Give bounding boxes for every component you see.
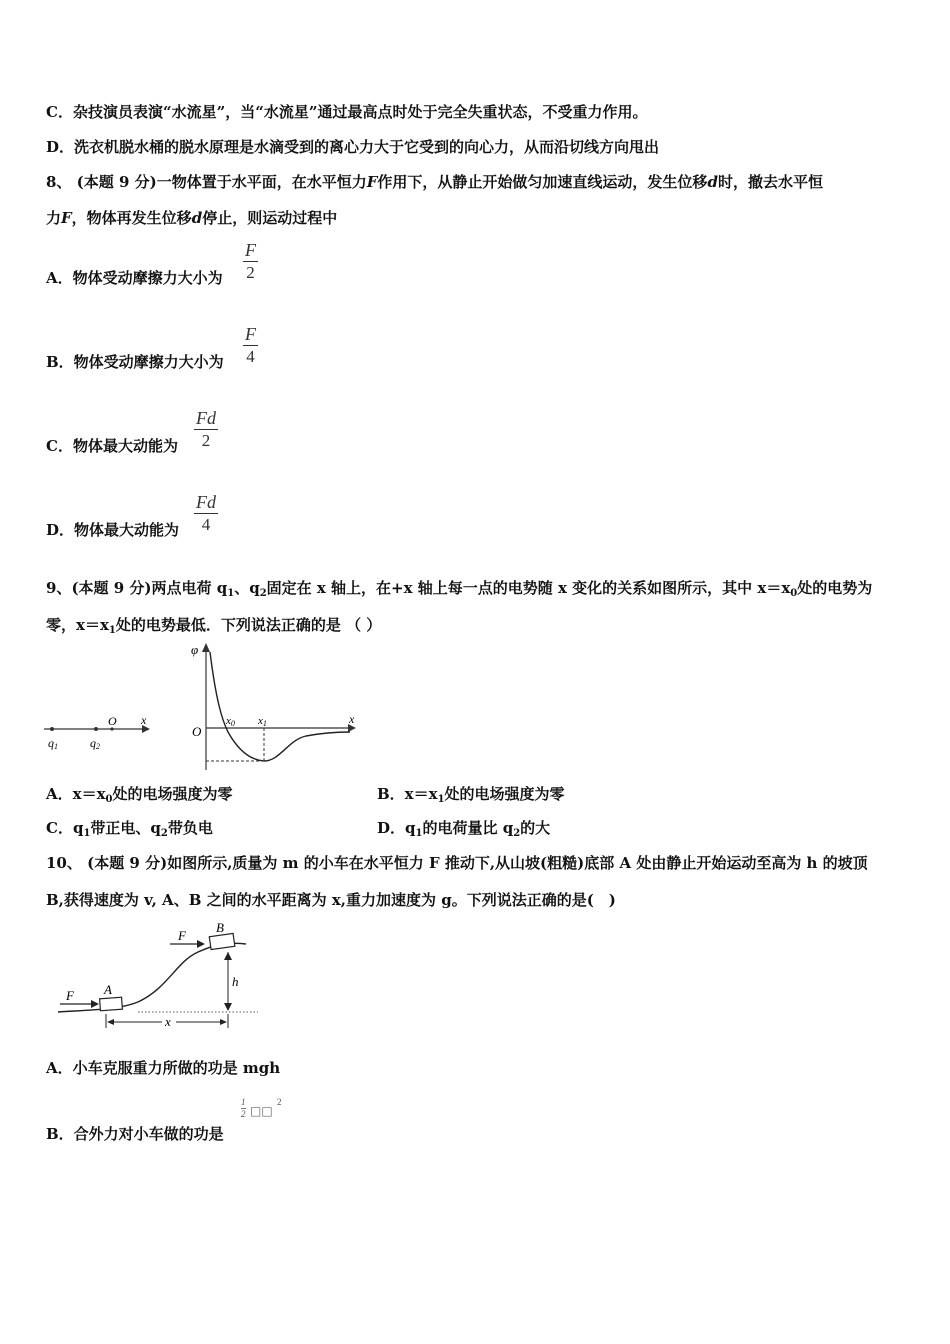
fraction-denominator: 2	[201, 431, 211, 450]
q10-number: 10、	[46, 854, 82, 872]
q8-number: 8、	[46, 173, 72, 191]
q9-option-d-part: 的大	[520, 819, 551, 837]
label-b: B	[216, 922, 224, 935]
q10-stem-line2: B,获得速度为 v, A、B 之间的水平距离为 x,重力加速度为 g。下列说法正确的是( )	[46, 891, 616, 909]
q9-option-a-part: 处的电场强度为零	[112, 785, 233, 803]
label-origin: O	[192, 724, 202, 739]
fraction-numerator: F	[245, 324, 256, 344]
q8-var-f: F	[61, 209, 72, 227]
label-x1: x1	[258, 715, 267, 728]
subscript: 1	[437, 794, 445, 805]
q9-stem-part: 两点电荷 q	[151, 579, 228, 597]
label-x: x	[141, 713, 147, 727]
fraction-denominator: 2	[246, 263, 255, 282]
label-a: A	[104, 982, 112, 997]
q9-option-b	[377, 784, 565, 810]
height-arrow-top-icon	[224, 952, 232, 960]
q9-stem-part: 零，x＝x	[46, 616, 109, 634]
phi-axis-arrow-icon	[202, 643, 210, 652]
q9-stem-line1	[46, 578, 872, 604]
label-x: x	[349, 712, 355, 726]
q10-option-b: B．合外力对小车做的功是	[46, 1125, 224, 1143]
q7-option-d: D．洗衣机脱水桶的脱水原理是水滴受到的离心力大于它受到的向心力，从而沿切线方向甩出	[46, 138, 660, 156]
label-q2: q2	[90, 736, 100, 751]
q8-var-f: F	[366, 173, 378, 191]
subscript: 1	[83, 828, 91, 839]
label-origin: O	[108, 714, 117, 728]
fraction-denominator: 4	[201, 515, 211, 534]
subscript: 0	[105, 794, 113, 805]
q9-charge-axis-figure	[44, 712, 156, 752]
arrow-head-icon	[197, 940, 205, 948]
fraction-denominator: 4	[246, 347, 255, 366]
arrow-head-icon	[91, 1000, 99, 1008]
q10-option-b-exponent: 2	[277, 1097, 282, 1107]
q8-stem-part: 作用下，从静止开始做匀加速直线运动，发生位移	[377, 173, 708, 191]
potential-curve	[210, 652, 350, 761]
q8-var-d: d	[707, 173, 718, 191]
q8-option-b-fraction	[243, 324, 258, 367]
q9-stem-part: 固定在 x 轴上，在+x 轴上每一点的电势随 x 变化的关系如图所示，其中 x＝x	[266, 579, 791, 597]
label-f-bottom: F	[66, 988, 74, 1003]
fraction-bar	[194, 429, 218, 430]
subscript: 1	[415, 828, 423, 839]
charge-q2-dot	[94, 727, 98, 731]
charge-q1-dot	[50, 727, 54, 731]
q8-stem-part: 停止，则运动过程中	[202, 209, 338, 227]
q10-option-a: A．小车克服重力所做的功是 mgh	[46, 1059, 281, 1077]
dim-arrow-right-icon	[220, 1019, 227, 1025]
q8-stem-line1	[46, 172, 823, 192]
q9-option-d-part: D．q	[377, 819, 416, 837]
label-q1: q1	[48, 736, 58, 751]
subscript: 2	[259, 588, 267, 599]
label-h: h	[232, 974, 239, 989]
q10-score: (本题 9 分)	[87, 854, 168, 872]
q9-option-b-part: 处的电场强度为零	[444, 785, 565, 803]
q10-option-b-half-fraction	[241, 1098, 246, 1119]
fraction-numerator: Fd	[196, 408, 216, 428]
q9-score: (本题 9 分)	[71, 579, 152, 597]
q8-var-d: d	[191, 209, 203, 227]
fraction-bar	[243, 261, 258, 262]
q8-option-c: C．物体最大动能为	[46, 437, 178, 455]
slope-curve	[58, 943, 246, 1012]
q10-stem-line1	[46, 853, 868, 873]
fraction-numerator: Fd	[196, 492, 216, 512]
q7-option-c: C．杂技演员表演“水流星”，当“水流星”通过最高点时处于完全失重状态，不受重力作用。	[46, 103, 648, 121]
q9-stem-line2	[46, 615, 381, 641]
q8-stem-part: 一物体置于水平面，在水平恒力	[156, 173, 367, 191]
q10-slope-figure	[58, 922, 264, 1032]
q9-potential-graph	[188, 640, 360, 772]
q9-option-c	[46, 818, 213, 844]
cart-b	[209, 933, 235, 949]
q8-option-d-fraction	[194, 492, 218, 535]
q9-option-c-part: C．q	[46, 819, 84, 837]
q9-option-a	[46, 784, 233, 810]
q9-stem-part: 处的电势为	[797, 579, 873, 597]
label-x0: x0	[226, 715, 235, 728]
q8-option-a: A．物体受动摩擦力大小为	[46, 269, 223, 287]
q9-stem-part: 处的电势最低．下列说法正确的是 （ ）	[115, 616, 382, 634]
q9-stem-part: 、q	[234, 579, 260, 597]
q9-option-d-part: 的电荷量比 q	[422, 819, 514, 837]
label-f-top: F	[178, 928, 186, 943]
q10-option-b-missing-glyphs: □□	[250, 1104, 273, 1118]
q9-option-c-part: 带负电	[167, 819, 213, 837]
q9-number: 9、	[46, 579, 72, 597]
height-arrow-bottom-icon	[224, 1003, 232, 1011]
q9-option-d	[377, 818, 550, 844]
label-x: x	[165, 1014, 171, 1029]
subscript: 2	[513, 828, 521, 839]
subscript: 1	[227, 588, 235, 599]
q8-stem-part: 力	[46, 209, 62, 227]
q8-option-b: B．物体受动摩擦力大小为	[46, 353, 224, 371]
subscript: 2	[160, 828, 168, 839]
fraction-numerator: F	[245, 240, 256, 260]
q9-option-a-part: A．x＝x	[46, 785, 106, 803]
fraction-bar	[194, 513, 218, 514]
q9-option-c-part: 带正电、q	[90, 819, 161, 837]
q8-stem-line2	[46, 208, 337, 228]
label-phi: φ	[191, 642, 199, 657]
q8-option-a-fraction	[243, 240, 258, 283]
fraction-denominator: 2	[241, 1109, 246, 1119]
subscript: 1	[108, 625, 116, 636]
q8-option-c-fraction	[194, 408, 218, 451]
q8-score: (本题 9 分)	[76, 173, 157, 191]
cart-a	[100, 997, 123, 1011]
q10-stem-part: 如图所示,质量为 m 的小车在水平恒力 F 推动下,从山坡(粗糙)底部 A 处由静止开始运动至高为 h 的坡顶	[167, 854, 868, 872]
dim-arrow-left-icon	[107, 1019, 114, 1025]
q9-option-b-part: B．x＝x	[377, 785, 438, 803]
q8-stem-part: ，物体再发生位移	[71, 209, 192, 227]
q8-option-d: D．物体最大动能为	[46, 521, 180, 539]
fraction-numerator: 1	[241, 1097, 246, 1107]
q8-stem-part: 时，撤去水平恒	[717, 173, 823, 191]
fraction-bar	[243, 345, 258, 346]
subscript: 0	[790, 588, 798, 599]
